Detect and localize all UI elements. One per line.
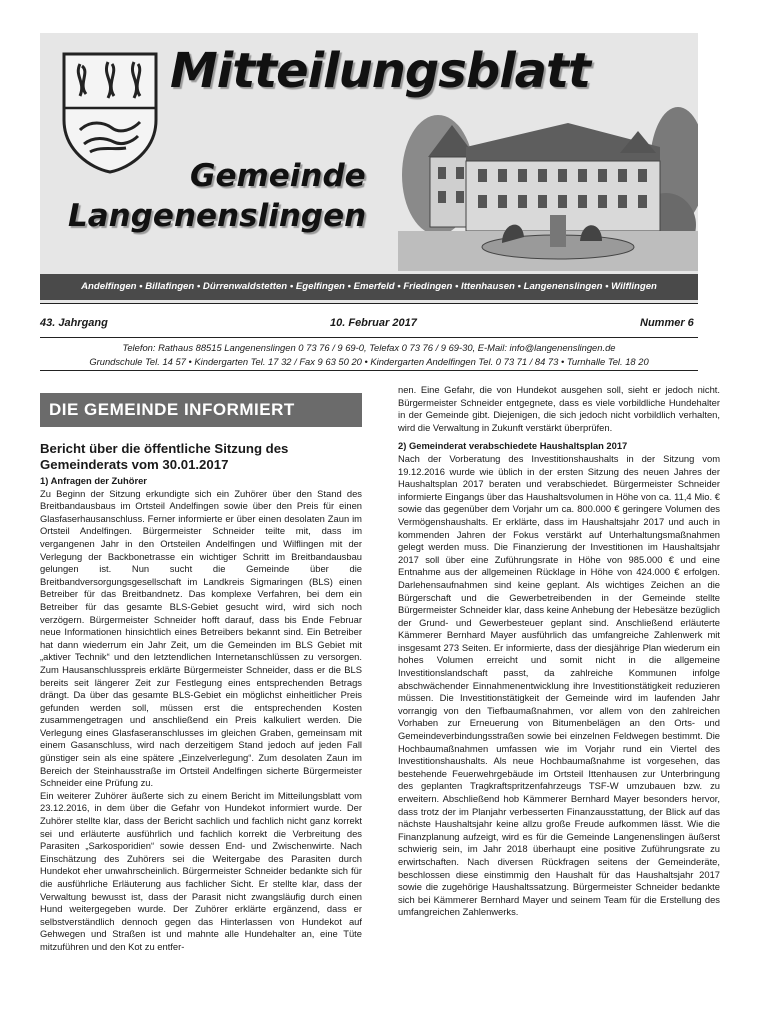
paragraph: Zu Beginn der Sitzung erkundigte sich ein Zuhörer über den Stand des Breitbandausbaus im Ortsteil Andelfingen sowie über den Preis für einen Glasfaserhausanschluss. Ferner informierte er über einen desolaten Zaun im Ortsteil Andelfingen. Bürgermeister Schneider teilte mit, dass im vergangenen Jahr in den Ortsteilen Andelfingen und Wilflingen mit der Verlegung der Backbonetrasse ein wichtiger Schritt im Breitbandausbau gelungen ist. Nun sucht die Gemeinde über die Breitbandversorgungsgesellschaft im Landkreis Sigmaringen (BLS) einen Betreiber für das Breitbandnetz. Das komplexe Verfahren, bei dem ein Betreiber für das gesamte BLS-Gebiet gesucht wird, wird sich noch verzögern. Bürgermeister Schneider hofft darauf, dass bis Ende Februar neue Informationen hinsichtlich eines Betreibers bekannt sind. Ein Betreiber hat dann wiederrum ein Jahr Zeit, um die Gemeinden im BLS Gebiet mit „aktiver Technik“ und den letztendlichen Internetanschlüssen zu versorgen. Zum Hausanschlusspreis erklärte Bürgermeister Schneider, dass er die BLS bereits seit längerer Zeit zur Festlegung eines entsprechenden Betrags drängt. Da über das gesamte BLS-Gebiet ein möglichst einheitlicher Preis gefunden werden soll, müssen erst die entsprechenden Kosten zusammengetragen und anschließend ein Preis kalkuliert werden. Die Verlegung eines Glasfaseranschlusses im gleichen Graben, gemeinsam mit einem Gasanschluss, wird nach derzeitigem Stand jedoch auf jeden Fall günstiger sein als eine spätere „Einzelverlegung“. Zum desolaten Zaun im Bereich der Steinhausstraße im Ortsteil Andelfingen sicherte Bürgermeister Schneider eine Prüfung zu. bbox=[40, 487, 362, 789]
subheading-budget: 2) Gemeinderat verabschiedete Haushaltsplan 2017 bbox=[398, 440, 628, 452]
contact-line-schools: Grundschule Tel. 14 57 • Kindergarten Tel. 17 32 / Fax 9 63 50 20 • Kindergarten Andelfingen Tel. 0 73 71 / 84 73 • Turnhalle Tel. 18 20 bbox=[89, 356, 649, 367]
section-banner: DIE GEMEINDE INFORMIERT bbox=[40, 393, 362, 427]
municipality-name: Langenenslingen bbox=[68, 198, 367, 234]
contact-line-phone: Telefon: Rathaus 88515 Langenenslingen 0 73 76 / 9 69-0, Telefax 0 73 76 / 9 69-30, E-Mail: info@langenenslingen.de bbox=[122, 342, 616, 353]
contact-info bbox=[40, 337, 698, 371]
castle-building-illustration bbox=[398, 105, 698, 271]
village-list-bar: Andelfingen • Billafingen • Dürrenwaldstetten • Egelfingen • Emerfeld • Friedingen • Ittenhausen • Langenenslingen • Wilflingen bbox=[40, 274, 698, 300]
paragraph: nen. Eine Gefahr, die von Hundekot ausgehen soll, sieht er jedoch nicht. Bürgermeister Schneider entgegnete, dass es viele vorbildliche Hundehalter in der Gemeinde gibt. Diejenigen, die sich jedoch nicht vorbildlich verhalten, wird die Verwaltung in Zukunft verstärkt überprüfen. bbox=[398, 384, 720, 433]
article-column-right bbox=[398, 384, 720, 919]
volume-label: 43. Jahrgang bbox=[40, 317, 108, 329]
issue-number: Nummer 6 bbox=[640, 317, 694, 329]
subheading-audience-questions: 1) Anfragen der Zuhörer bbox=[40, 475, 147, 486]
paragraph: Nach der Vorberatung des Investitionshaushalts in der Sitzung vom 19.12.2016 wurde wie üblich in der ersten Sitzung des neuen Jahres der Haushaltsplan 2017 beraten und verabschiedet. Bürgermeister Schneider informierte Eingangs über das Haushaltsvolumen in Höhe von ca. 11,4 Mio. € sowie das gegenüber dem Vorjahr um ca. 800.000 € geringere Volumen des Vermögenshaushalts. Er erklärte, dass im Haushaltsjahr 2017 und auch in kommenden Jahren der Fokus verstärkt auf Unterhaltungsmaßnahmen gelegt werden muss. Die Finanzierung der Investitionen im Haushaltsjahr 2017 soll über eine Zuführungsrate in Höhe von 985.000 € und eine Entnahme aus der allgemeinen Rücklage in Höhe von 424.000 € erfolgen. Darlehensaufnahmen sind keine geplant. Als wichtiges Zeichen an die Bürgerschaft und die Gewerbetreibenden in der Gemeinde stellte Bürgermeister Schneider klar, dass keine Anhebung der Hebesätze bezüglich der Grund- und Gewerbesteuer geplant sind. Anschließend erläuterte Kämmerer Bernhard Mayer ausführlich das umfangreiche Zahlenwerk mit insgesamt 273 Seiten. Er informierte, dass der diesjährige Plan wiederum ein hohes Volumen erreicht und somit nicht in die allgemeine Investitionslandschaft passt, da zahlreiche Kommunen infolge abschwächender Einnahmenentwicklung ihre Investitionstätigkeit reduzieren müssen. Die Investitionstätigkeit der Gemeinde wird im laufenden Jahr vorrangig von den Tiefbaumaßnahmen, vor allem von den zahlreichen Vorhaben zur Erneuerung von Bitumenbelägen an den Orts- und Gemeindeverbindungsstraßen sowie bei einzelnen Feldwegen bestimmt. Die Hochbaumaßnahmen umfassen wie im Vorjahr rund ein Viertel des Investitionshaushalts. Als neue Hochbaumaßnahme ist vorgesehen, das bestehende Feuerwehrgebäude im Ortsteil Ittenhausen zur Unterbringung des geplanten Tragkraftspritzenfahrzeugs TSF-W umzubauen bzw. zu erweitern. Abschließend hob Kämmerer Bernhard Mayer besonders hervor, dass trotz der im Planjahr verbesserten Finanzausstattung, der Blick auf das nächste Haushaltsjahr keine allzu große Freude aufkommen lässt. Wie die Finanzplanung aufzeigt, wird es für die Gemeinde Langenenslingen äußerst schwierig sein, im Jahr 2018 überhaupt eine positive Zuführungsrate zu erwirtschaften. Nach diversen Rückfragen seitens der Gemeinderäte, beschlossen diese einstimmig den Haushalt für das Haushaltsjahr 2017 sowie die zugehörige Haushaltssatzung. Bürgermeister Schneider bedankte sich bei Kämmerer Bernhard Mayer und seinem Team für die Erstellung des umfangreichen Zahlenwerks. bbox=[398, 452, 720, 918]
article-title: Bericht über die öffentliche Sitzung des Gemeinderats vom 30.01.2017 bbox=[40, 441, 289, 472]
paragraph: Ein weiterer Zuhörer äußerte sich zu einem Bericht im Mitteilungsblatt vom 23.12.2016, in dem über die Gefahr von Hundekot informiert wurde. Der Zuhörer stellte klar, dass der Bericht sachlich und fachlich nicht ganz korrekt sei und erläuterte ausführlich und fachlich korrekt die Verbreitung des Parasiten „Sarkosporidien“ sowie dessen End- und Zwischenwirte. Nach Einschätzung des Zuhörers sei die Weitergabe des Parasiten durch Hundekot eher unwahrscheinlich. Bürgermeister Schneider bedankte sich für die ausführliche Erläuterung aus fachlicher Sicht. Er stellte klar, dass der Verwaltung bewusst ist, dass der Parasit nicht zwangsläufig durch einen Hund weitergegeben wurde. Der Zuhörer erklärte ergänzend, dass er selbstverständlich dennoch gegen das Hinterlassen von Hundekot auf Gehwegen und Straßen ist und mahnte alle Hundehalter an, eine Tüte mitzuführen und den Kot zu entfer- bbox=[40, 789, 362, 952]
divider bbox=[40, 303, 698, 304]
municipality-label: Gemeinde bbox=[190, 158, 366, 194]
newsletter-title: Mitteilungsblatt bbox=[170, 43, 590, 99]
article-column-left bbox=[40, 385, 362, 954]
coat-of-arms-icon bbox=[60, 50, 160, 176]
issue-date: 10. Februar 2017 bbox=[330, 317, 417, 329]
